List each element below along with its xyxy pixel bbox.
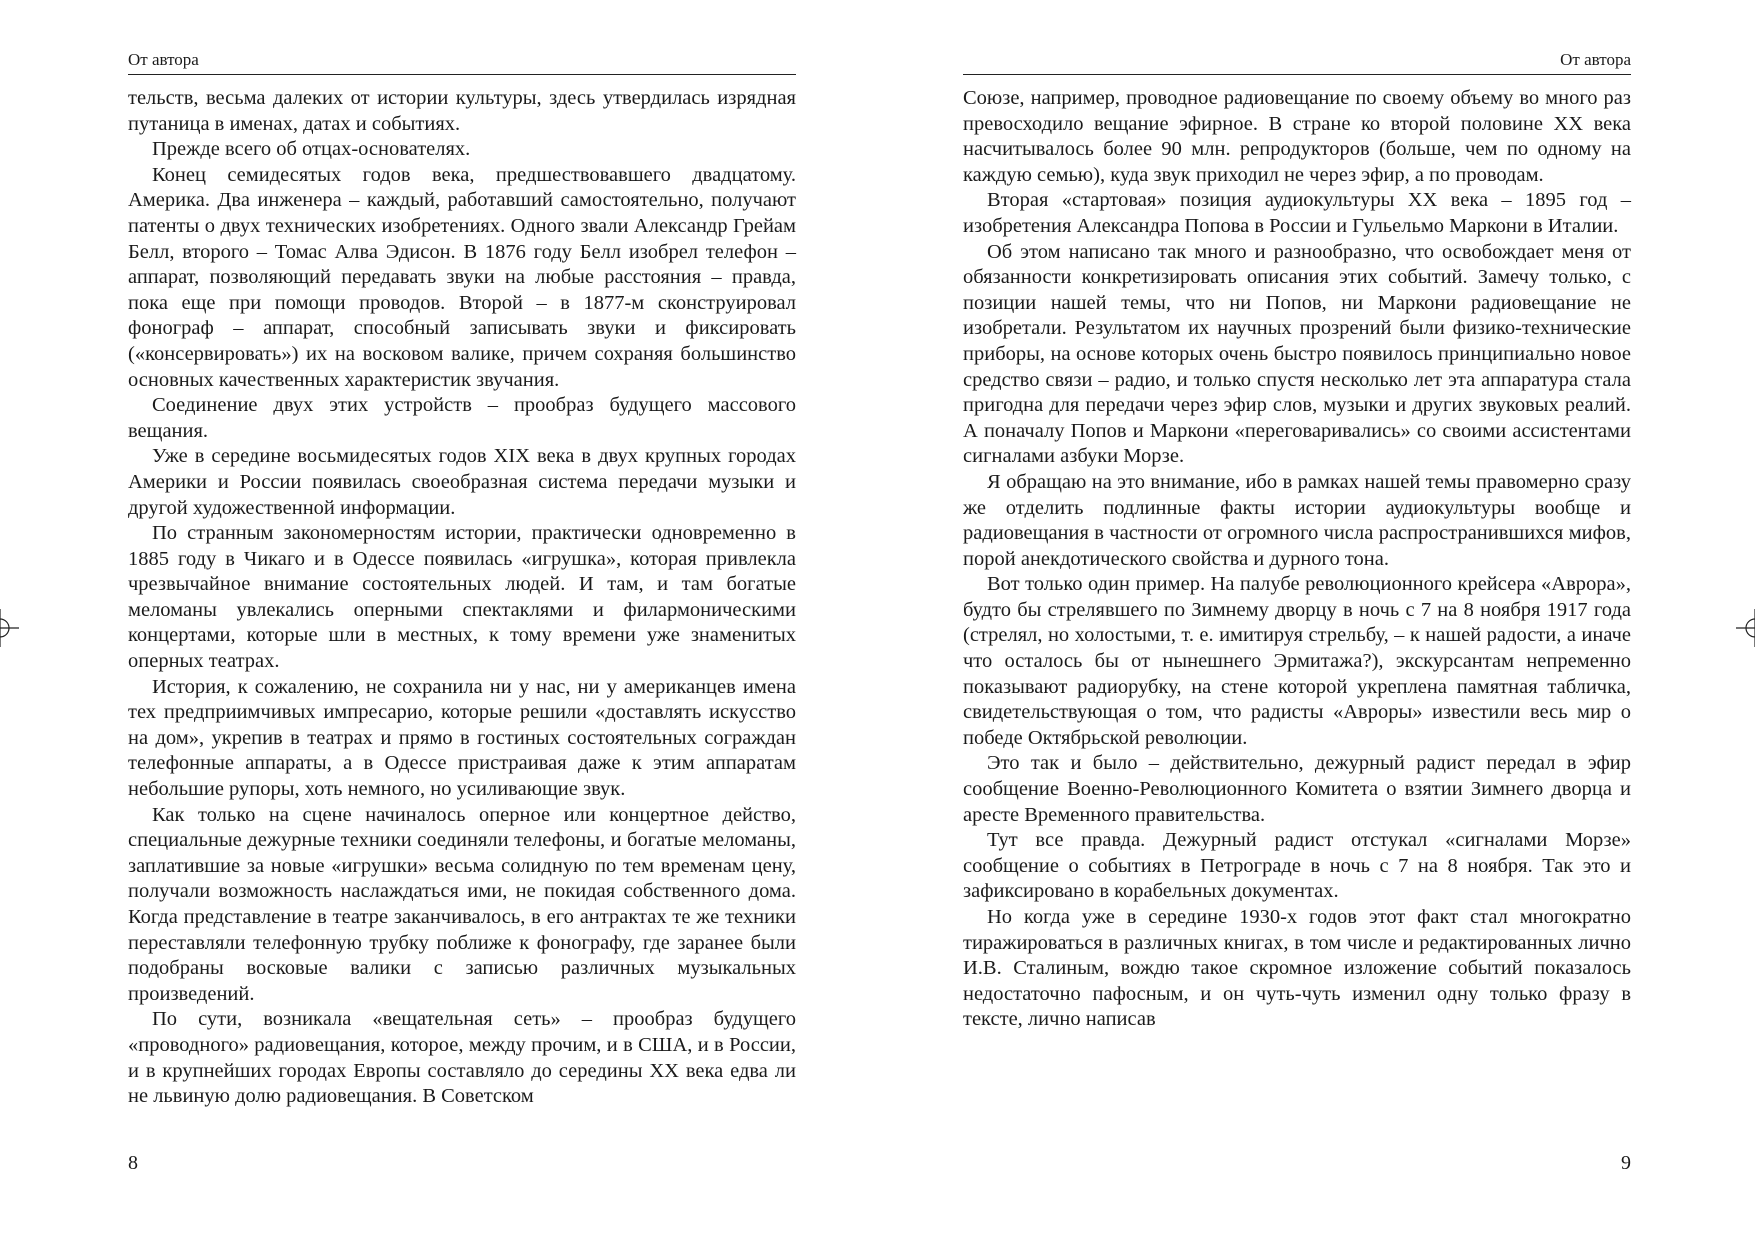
paragraph: Я обращаю на это внимание, ибо в рамках нашей темы правомерно сразу же отделить подлинные факты истории аудиокультуры вообще и радиовещания в частности от огромного числа распространившихся мифов, порой анекдотического свойства и дурного тона. xyxy=(963,470,1631,570)
paragraph: Это так и было – действительно, дежурный радист передал в эфир сообщение Военно-Революционного Комитета о взятии Зимнего дворца и аресте Временного правительства. xyxy=(963,752,1631,826)
left-page xyxy=(128,0,796,1241)
paragraph: История, к сожалению, не сохранила ни у нас, ни у американцев имена тех предприимчивых импресарио, которые решили «доставлять искусство на дом», укрепив в театрах и прямо в гостиных состоятельных сограждан телефонные аппараты, а в Одессе пристраивая даже к этим аппаратам небольшие рупоры, хоть немного, но усиливающие звук. xyxy=(128,675,796,801)
paragraph: Об этом написано так много и разнообразно, что освобождает меня от обязанности конкретизировать описания этих событий. Замечу только, с позиции нашей темы, что ни Попов, ни Маркони радиовещание не изобретали. Результатом их научных прозрений были физико-технические приборы, на основе которых очень быстро появилось принципиально новое средство связи – радио, и только спустя несколько лет эта аппаратура стала пригодна для передачи через эфир слов, музыки и других звуковых реалий. А поначалу Попов и Маркони «переговаривались» со своими ассистентами сигналами азбуки Морзе. xyxy=(963,240,1631,468)
running-head: От автора xyxy=(128,48,796,75)
paragraph: тельств, весьма далеких от истории культуры, здесь утвердилась изрядная путаница в именах, датах и событиях. xyxy=(128,87,796,135)
paragraph: По сути, возникала «вещательная сеть» – прообраз будущего «проводного» радиовещания, которое, между прочим, и в США, и в России, и в крупнейших городах Европы составляло до середины XX века едва ли не львиную долю радиовещания. В Советском xyxy=(128,1008,796,1108)
paragraph: Но когда уже в середине 1930-х годов этот факт стал многократно тиражироваться в различных книгах, в том числе и редактированных лично И.В. Сталиным, вождю такое скромное изложение событий показалось недостаточно пафосным, и он чуть-чуть изменил одну только фразу в тексте, лично написав xyxy=(963,906,1631,1031)
registration-mark-icon xyxy=(0,609,19,647)
paragraph: Конец семидесятых годов века, предшествовавшего двадцатому. Америка. Два инженера – каждый, работавший самостоятельно, получают патенты о двух технических изобретениях. Одного звали Александр Грейам Белл, второго – Томас Алва Эдисон. В 1876 году Белл изобрел телефон – аппарат, позволяющий передавать звуки на любые расстояния – правда, пока еще при помощи проводов. Второй – в 1877-м сконструировал фонограф – аппарат, способный записывать звуки и фиксировать («консервировать») их на восковом валике, причем сохраняя большинство основных качественных характеристик звучания. xyxy=(128,163,796,391)
registration-mark-icon xyxy=(1736,609,1755,647)
right-page xyxy=(963,0,1631,1241)
paragraph: Тут все правда. Дежурный радист отстукал «сигналами Морзе» сообщение о событиях в Петрограде в ночь с 7 на 8 ноября. Так это и зафиксировано в корабельных документах. xyxy=(963,829,1631,903)
page-number: 8 xyxy=(128,1152,138,1174)
page-number: 9 xyxy=(1621,1152,1631,1174)
paragraph: Соединение двух этих устройств – прообраз будущего массового вещания. xyxy=(128,394,796,442)
paragraph: Как только на сцене начиналось оперное или концертное действо, специальные дежурные техники соединяли телефоны, и богатые меломаны, заплатившие за новые «игрушки» весьма солидную по тем временам цену, получали возможность наслаждаться ими, не покидая собственного дома. Когда представление в театре заканчивалось, в его антрактах те же техники переставляли телефонную трубку поближе к фонографу, где заранее были подобраны восковые валики с записью различных музыкальных произведений. xyxy=(128,803,796,1005)
paragraph: Прежде всего об отцах-основателях. xyxy=(152,138,471,161)
paragraph: Вот только один пример. На палубе революционного крейсера «Аврора», будто бы стрелявшего по Зимнему дворцу в ночь с 7 на 8 ноября 1917 года (стрелял, но холостыми, т. е. имитируя стрельбу, – к нашей радости, а иначе что осталось бы от нынешнего Эрмитажа?), экскурсантам непременно показывают радиорубку, на стене которой укреплена памятная табличка, свидетельствующая о том, что радисты «Авроры» известили весь мир о победе Октябрьской революции. xyxy=(963,573,1631,749)
running-head: От автора xyxy=(963,48,1631,75)
paragraph: Вторая «стартовая» позиция аудиокультуры XX века – 1895 год – изобретения Александра Попова в России и Гульельмо Маркони в Италии. xyxy=(963,189,1631,237)
body-text xyxy=(128,86,796,1110)
paragraph: По странным закономерностям истории, практически одновременно в 1885 году в Чикаго и в Одессе появилась «игрушка», которая привлекла чрезвычайное внимание состоятельных людей. И там, и там богатые меломаны увлекались оперными спектаклями и филармоническими концертами, которые шли в местных, к тому времени уже знаменитых оперных театрах. xyxy=(128,522,796,673)
paragraph: Союзе, например, проводное радиовещание по своему объему во много раз превосходило вещание эфирное. В стране ко второй половине XX века насчитывалось более 90 млн. репродукторов (больше, чем по одному на каждую семью), куда звук приходил не через эфир, а по проводам. xyxy=(963,87,1631,186)
body-text xyxy=(963,86,1631,1033)
paragraph: Уже в середине восьмидесятых годов XIX века в двух крупных городах Америки и России появилась своеобразная система передачи музыки и другой художественной информации. xyxy=(128,445,796,519)
